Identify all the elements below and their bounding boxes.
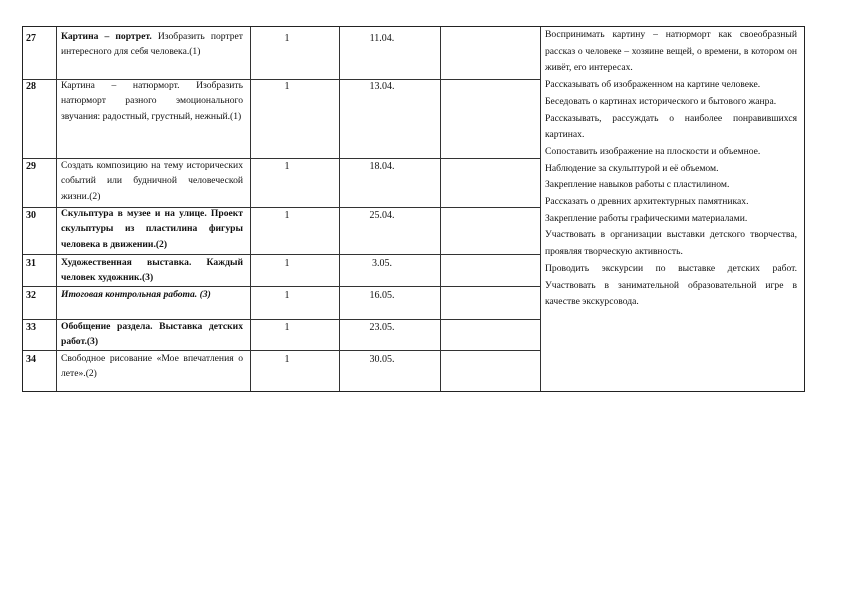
column-divider: [540, 27, 541, 391]
column-divider: [250, 27, 251, 391]
student-activities: [545, 27, 797, 311]
lesson-topic: Обобщение раздела. Выставка детских работ.(3): [61, 321, 243, 348]
activity-item: Рассказывать об изображенном на картине человеке.: [545, 79, 761, 91]
lesson-hours: 1: [284, 258, 290, 269]
activity-item: Закрепление работы графическими материалами.: [545, 212, 748, 224]
lesson-date: 18.04.: [369, 161, 395, 172]
activity-item: Воспринимать картину – натюрморт как своеобразный рассказ о человеке – хозяине вещей, о времени, в котором он живёт, его интересах.: [545, 29, 797, 74]
lesson-date: 11.04.: [369, 33, 395, 44]
lesson-topic: Художественная выставка. Каждый человек художник.(3): [61, 257, 243, 284]
lesson-date: 13.04.: [369, 81, 395, 92]
lesson-number: 31: [26, 258, 36, 269]
lesson-topic-bold: Картина – портрет.: [61, 31, 152, 42]
column-divider: [339, 27, 340, 391]
lesson-date: 25.04.: [369, 210, 395, 221]
lesson-number: 30: [26, 210, 36, 221]
lesson-number: 34: [26, 354, 36, 365]
lesson-number: 33: [26, 322, 36, 333]
lesson-number: 32: [26, 290, 36, 301]
lesson-date: 3.05.: [372, 258, 392, 269]
lesson-hours: 1: [284, 161, 290, 172]
lesson-date: 23.05.: [369, 322, 395, 333]
lesson-topic: [61, 29, 243, 60]
lesson-number: 28: [26, 81, 36, 92]
lesson-hours: 1: [284, 354, 290, 365]
lesson-topic: Скульптура в музее и на улице. Проект скульптуры из пластилина фигуры человека в движении.(2): [61, 208, 243, 250]
lesson-topic: Свободное рисование «Мое впечатления о лете».(2): [61, 353, 243, 380]
lesson-hours: 1: [284, 81, 290, 92]
lesson-number: 29: [26, 161, 36, 172]
lesson-topic-rest: Изобразить портрет интересного для себя человека.(1): [61, 31, 243, 58]
lesson-hours: 1: [284, 290, 290, 301]
activity-item: Закрепление навыков работы с пластилином.: [545, 179, 730, 191]
lesson-hours: 1: [284, 33, 290, 44]
lesson-topic: Картина – натюрморт. Изобразить натюрморт разного эмоционального звучания: радостный, грустный, нежный.(1): [61, 80, 243, 122]
activity-item: Проводить экскурсии по выставке детских работ. Участвовать в занимательной образовательной игре в качестве экскурсовода.: [545, 262, 797, 308]
activity-item: Беседовать о картинах исторического и бытового жанра.: [545, 95, 777, 107]
column-divider: [440, 27, 441, 391]
lesson-hours: 1: [284, 322, 290, 333]
activity-item: Наблюдение за скульптурой и её объемом.: [545, 162, 719, 174]
activity-item: Рассказывать, рассуждать о наиболее понравившихся картинах.: [545, 112, 797, 141]
lesson-date: 30.05.: [369, 354, 395, 365]
activity-item: Участвовать в организации выставки детского творчества, проявляя творческую активность.: [545, 229, 797, 258]
lesson-topic: Создать композицию на тему исторических событий или будничной человеческой жизни.(2): [61, 160, 243, 202]
activity-item: Рассказать о древних архитектурных памятниках.: [545, 196, 749, 208]
lesson-hours: 1: [284, 210, 290, 221]
activity-item: Сопоставить изображение на плоскости и объемное.: [545, 145, 761, 157]
lesson-topic: Итоговая контрольная работа. (3): [61, 289, 211, 300]
lesson-date: 16.05.: [369, 290, 395, 301]
lesson-number: 27: [26, 33, 36, 44]
column-divider: [56, 27, 57, 391]
